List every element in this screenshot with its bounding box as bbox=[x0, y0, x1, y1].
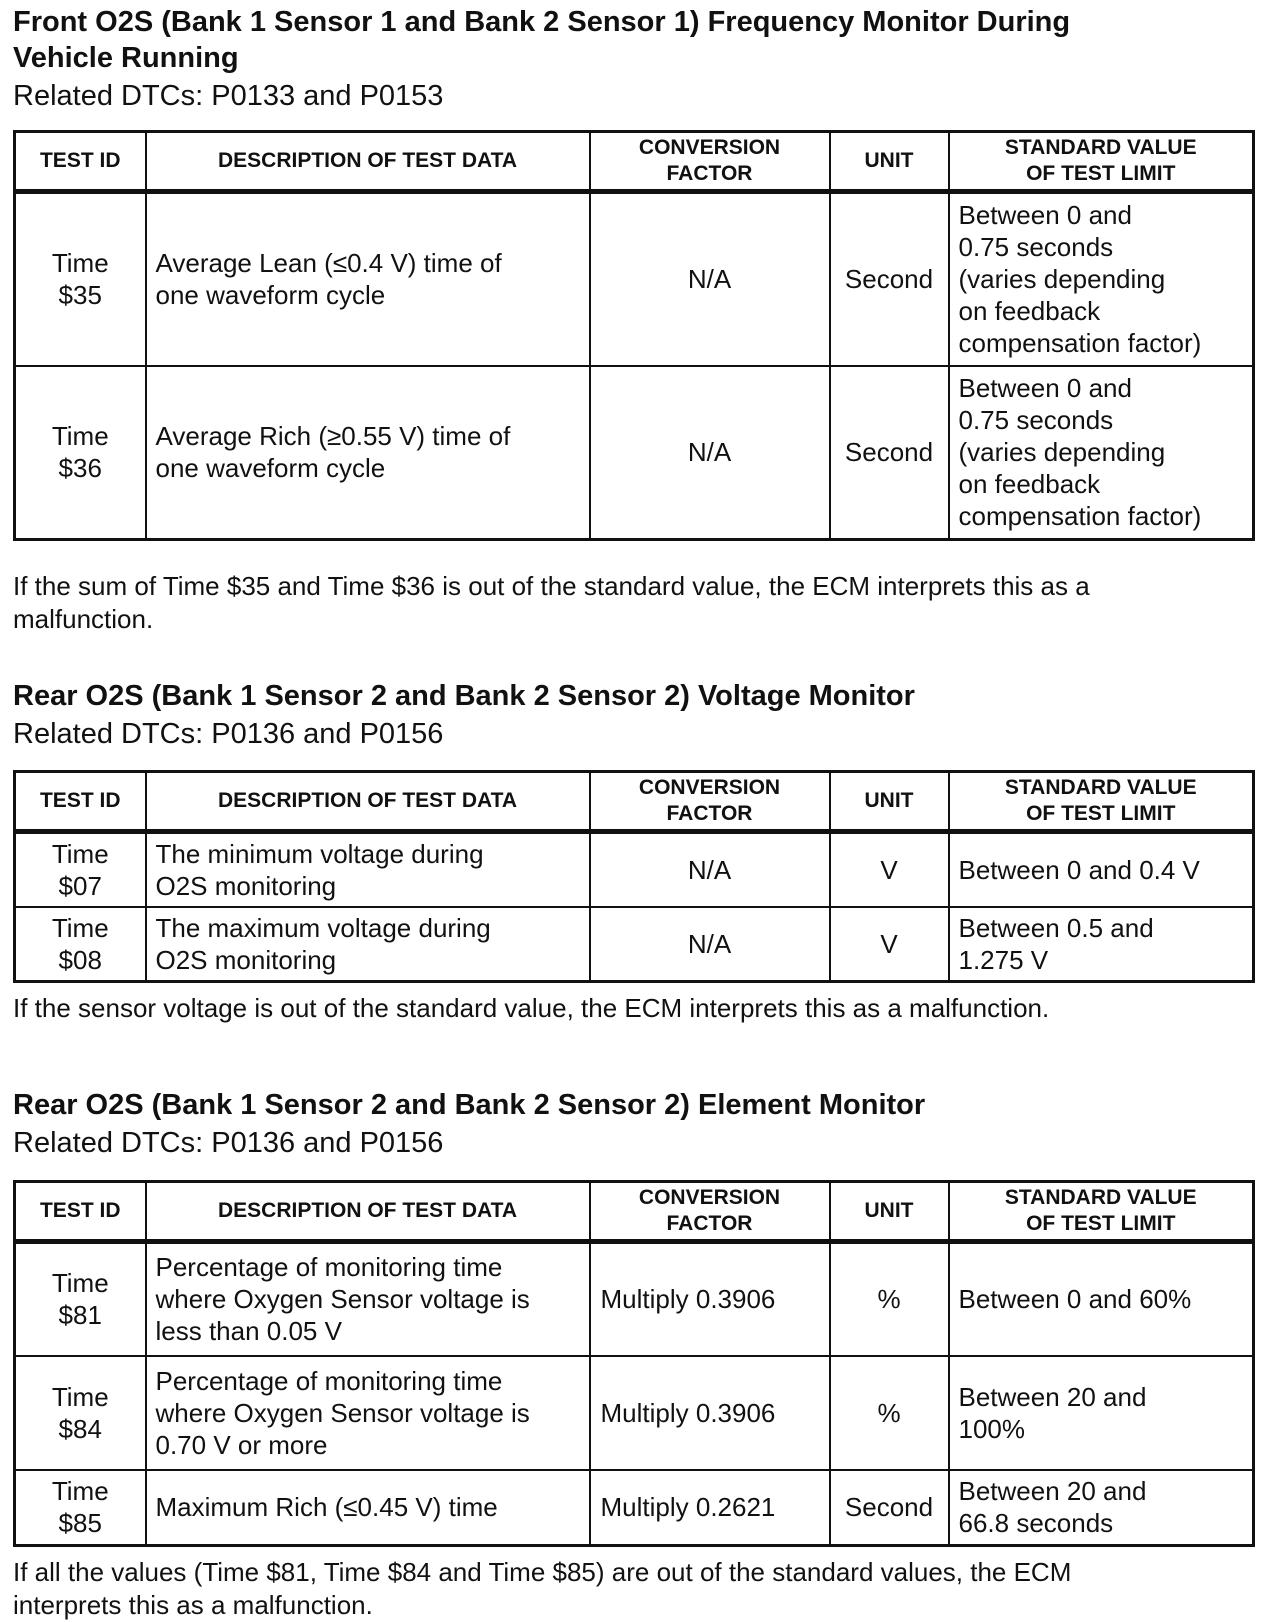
table-header-row bbox=[15, 132, 1254, 192]
section-front-o2s-frequency bbox=[13, 4, 1253, 113]
conversion-factor-cell: Multiply 0.3906 bbox=[590, 1242, 830, 1356]
header-description: DESCRIPTION OF TEST DATA bbox=[146, 132, 590, 192]
section-title: Front O2S (Bank 1 Sensor 1 and Bank 2 Sensor 1) Frequency Monitor During Vehicle Running bbox=[13, 6, 1071, 74]
related-dtcs: Related DTCs: P0136 and P0156 bbox=[13, 1127, 444, 1159]
description-cell: Average Lean (≤0.4 V) time of one waveform cycle bbox=[146, 192, 590, 366]
header-conversion-factor: CONVERSION FACTOR bbox=[590, 1182, 830, 1242]
test-id-cell: Time $08 bbox=[15, 907, 146, 982]
unit-cell: Second bbox=[830, 366, 949, 540]
header-test-id: TEST ID bbox=[15, 1182, 146, 1242]
section-rear-o2s-element bbox=[13, 1087, 1253, 1160]
standard-value-cell: Between 0.5 and 1.275 V bbox=[949, 907, 1254, 982]
standard-value-cell: Between 20 and 100% bbox=[949, 1356, 1254, 1470]
test-id-cell: Time $35 bbox=[15, 192, 146, 366]
conversion-factor-cell: N/A bbox=[590, 366, 830, 540]
description-cell: Maximum Rich (≤0.45 V) time bbox=[146, 1470, 590, 1546]
table-header-row bbox=[15, 772, 1254, 832]
test-table-rear-o2s-voltage bbox=[13, 770, 1255, 983]
test-id-cell: Time $84 bbox=[15, 1356, 146, 1470]
description-cell: The maximum voltage during O2S monitoring bbox=[146, 907, 590, 982]
table-row bbox=[15, 1242, 1254, 1356]
header-unit: UNIT bbox=[830, 772, 949, 832]
related-dtcs: Related DTCs: P0133 and P0153 bbox=[13, 80, 444, 112]
unit-cell: Second bbox=[830, 1470, 949, 1546]
section-rear-o2s-voltage bbox=[13, 678, 1253, 751]
standard-value-cell: Between 20 and 66.8 seconds bbox=[949, 1470, 1254, 1546]
header-standard-value: STANDARD VALUE OF TEST LIMIT bbox=[949, 1182, 1254, 1242]
unit-cell: % bbox=[830, 1356, 949, 1470]
test-id-cell: Time $81 bbox=[15, 1242, 146, 1356]
section-note: If the sensor voltage is out of the standard value, the ECM interprets this as a malfunction. bbox=[13, 993, 1050, 1023]
header-conversion-factor: CONVERSION FACTOR bbox=[590, 772, 830, 832]
table-row bbox=[15, 907, 1254, 982]
table-row bbox=[15, 1356, 1254, 1470]
conversion-factor-cell: N/A bbox=[590, 192, 830, 366]
header-description: DESCRIPTION OF TEST DATA bbox=[146, 772, 590, 832]
conversion-factor-cell: Multiply 0.3906 bbox=[590, 1356, 830, 1470]
section-title: Rear O2S (Bank 1 Sensor 2 and Bank 2 Sensor 2) Element Monitor bbox=[13, 1089, 926, 1121]
header-standard-value: STANDARD VALUE OF TEST LIMIT bbox=[949, 132, 1254, 192]
header-conversion-factor: CONVERSION FACTOR bbox=[590, 132, 830, 192]
test-table-front-o2s bbox=[13, 130, 1255, 541]
unit-cell: V bbox=[830, 907, 949, 982]
header-unit: UNIT bbox=[830, 132, 949, 192]
header-test-id: TEST ID bbox=[15, 132, 146, 192]
standard-value-cell: Between 0 and 0.75 seconds (varies depending on feedback compensation factor) bbox=[949, 366, 1254, 540]
description-cell: Average Rich (≥0.55 V) time of one waveform cycle bbox=[146, 366, 590, 540]
header-standard-value: STANDARD VALUE OF TEST LIMIT bbox=[949, 772, 1254, 832]
section-note: If the sum of Time $35 and Time $36 is out of the standard value, the ECM interprets this as a malfunction. bbox=[13, 571, 1090, 634]
test-id-cell: Time $07 bbox=[15, 832, 146, 907]
standard-value-cell: Between 0 and 0.75 seconds (varies depending on feedback compensation factor) bbox=[949, 192, 1254, 366]
header-test-id: TEST ID bbox=[15, 772, 146, 832]
header-unit: UNIT bbox=[830, 1182, 949, 1242]
description-cell: The minimum voltage during O2S monitoring bbox=[146, 832, 590, 907]
section-note: If all the values (Time $81, Time $84 and Time $85) are out of the standard values, the ECM interprets this as a malfunction. bbox=[13, 1557, 1072, 1620]
header-description: DESCRIPTION OF TEST DATA bbox=[146, 1182, 590, 1242]
related-dtcs: Related DTCs: P0136 and P0156 bbox=[13, 718, 444, 750]
section-title: Rear O2S (Bank 1 Sensor 2 and Bank 2 Sensor 2) Voltage Monitor bbox=[13, 680, 915, 712]
conversion-factor-cell: N/A bbox=[590, 907, 830, 982]
standard-value-cell: Between 0 and 60% bbox=[949, 1242, 1254, 1356]
test-id-cell: Time $85 bbox=[15, 1470, 146, 1546]
unit-cell: % bbox=[830, 1242, 949, 1356]
description-cell: Percentage of monitoring time where Oxygen Sensor voltage is 0.70 V or more bbox=[146, 1356, 590, 1470]
conversion-factor-cell: N/A bbox=[590, 832, 830, 907]
table-row bbox=[15, 192, 1254, 366]
table-row bbox=[15, 832, 1254, 907]
table-row bbox=[15, 1470, 1254, 1546]
table-row bbox=[15, 366, 1254, 540]
test-id-cell: Time $36 bbox=[15, 366, 146, 540]
test-table-rear-o2s-element bbox=[13, 1180, 1255, 1547]
table-header-row bbox=[15, 1182, 1254, 1242]
description-cell: Percentage of monitoring time where Oxygen Sensor voltage is less than 0.05 V bbox=[146, 1242, 590, 1356]
unit-cell: Second bbox=[830, 192, 949, 366]
standard-value-cell: Between 0 and 0.4 V bbox=[949, 832, 1254, 907]
conversion-factor-cell: Multiply 0.2621 bbox=[590, 1470, 830, 1546]
unit-cell: V bbox=[830, 832, 949, 907]
